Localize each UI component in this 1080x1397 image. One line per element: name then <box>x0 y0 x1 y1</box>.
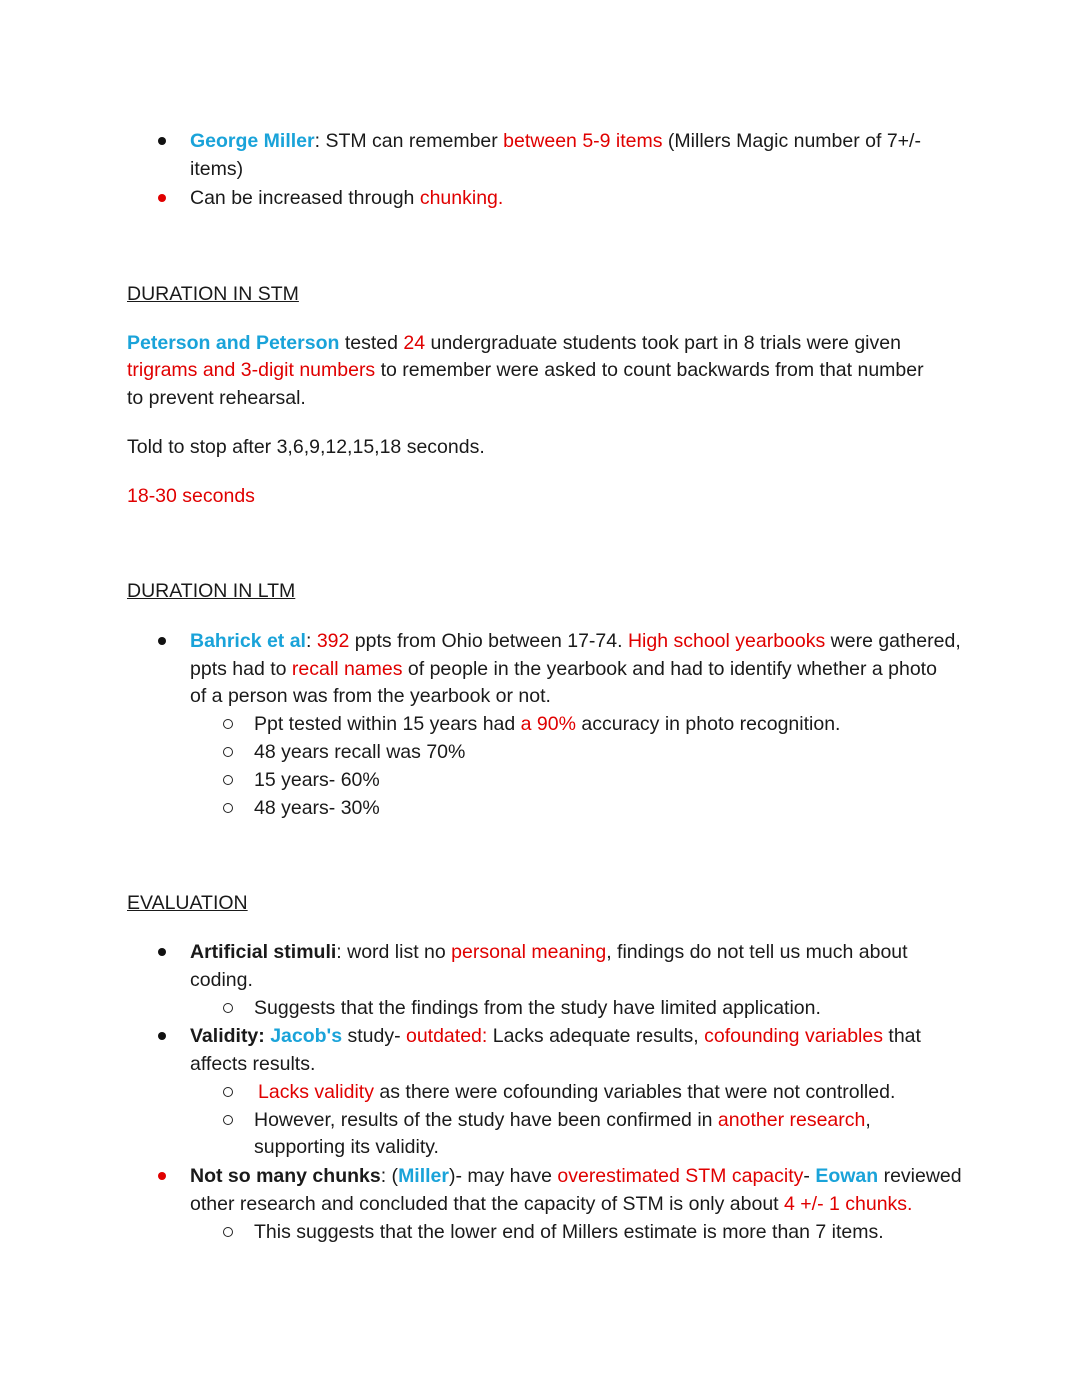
researcher-name: Peterson and Peterson <box>127 332 340 354</box>
highlight: trigrams and 3-digit numbers <box>127 359 376 381</box>
highlight: 24 <box>403 332 426 354</box>
highlight: outdated: <box>405 1025 488 1047</box>
researcher-name: Jacob's <box>270 1025 343 1047</box>
sub-bullet <box>254 710 840 738</box>
bold-term: Not so many chunks <box>190 1165 381 1187</box>
text: to remember were asked to count backwards from that number <box>375 359 924 381</box>
text: , findings do not tell us much about <box>606 941 908 963</box>
bold-term: Artificial stimuli <box>190 941 337 963</box>
highlight: 4 +/- 1 chunks. <box>784 1193 913 1215</box>
highlight: 392 <box>316 630 350 652</box>
sub-bullet-cont: supporting its validity. <box>254 1136 439 1158</box>
text: study- <box>342 1025 406 1047</box>
text: , <box>865 1109 871 1131</box>
highlight: recall names <box>291 658 403 680</box>
highlight: personal meaning <box>451 941 607 963</box>
text: undergraduate students took part in 8 trials were given <box>425 332 901 354</box>
validity-cont: affects results. <box>190 1053 316 1075</box>
bullet-icon <box>158 137 166 145</box>
sub-bullet: 48 years- 30% <box>254 797 380 819</box>
researcher-name: Eowan <box>815 1165 879 1187</box>
paragraph-line: to prevent rehearsal. <box>127 387 306 409</box>
text: of people in the yearbook and had to identify whether a photo <box>402 658 937 680</box>
researcher-name: George Miller <box>190 130 315 152</box>
bold-term: Validity: <box>190 1025 265 1047</box>
highlight: overestimated STM capacity <box>557 1165 804 1187</box>
chunks-bullet <box>190 1162 962 1190</box>
bullet-icon <box>158 1032 166 1040</box>
text: reviewed <box>878 1165 962 1187</box>
text: However, results of the study have been confirmed in <box>254 1109 718 1131</box>
text: Can be increased through <box>190 187 420 209</box>
text: Ppt tested within 15 years had <box>254 713 521 735</box>
circle-bullet-icon <box>223 747 233 757</box>
artificial-stimuli-bullet <box>190 938 908 966</box>
text: were gathered, <box>825 630 961 652</box>
bullet-icon <box>158 1172 166 1180</box>
text: : <box>305 630 317 652</box>
paragraph-told: Told to stop after 3,6,9,12,15,18 seconds. <box>127 436 485 458</box>
validity-bullet <box>190 1022 921 1050</box>
circle-bullet-icon <box>223 1003 233 1013</box>
text: as there were cofounding variables that were not controlled. <box>373 1081 896 1103</box>
sub-bullet: 15 years- 60% <box>254 769 380 791</box>
text: that <box>882 1025 921 1047</box>
circle-bullet-icon <box>223 775 233 785</box>
text: ppts from Ohio between 17-74. <box>349 630 628 652</box>
chunking-bullet <box>190 184 503 212</box>
bahrick-bullet-cont: of a person was from the yearbook or not. <box>190 685 551 707</box>
sub-bullet: 48 years recall was 70% <box>254 741 466 763</box>
heading-duration-stm: DURATION IN STM <box>127 283 299 305</box>
text: (Millers Magic number of 7+/- <box>662 130 921 152</box>
text: )- may have <box>449 1165 558 1187</box>
highlight: cofounding variables <box>704 1025 883 1047</box>
circle-bullet-icon <box>223 719 233 729</box>
text: - <box>803 1165 816 1187</box>
circle-bullet-icon <box>223 1115 233 1125</box>
miller-bullet <box>190 127 921 155</box>
text: other research and concluded that the capacity of STM is only about <box>190 1193 785 1215</box>
circle-bullet-icon <box>223 803 233 813</box>
bahrick-bullet-cont <box>190 655 937 683</box>
paragraph-line <box>127 329 901 357</box>
text: : STM can remember <box>314 130 504 152</box>
sub-bullet: Suggests that the findings from the study have limited application. <box>254 997 821 1019</box>
sub-bullet <box>258 1078 895 1106</box>
bullet-icon <box>158 194 166 202</box>
highlight: another research <box>717 1109 866 1131</box>
researcher-name: Bahrick et al <box>190 630 306 652</box>
text: ppts had to <box>190 658 292 680</box>
bullet-icon <box>158 637 166 645</box>
bullet-icon <box>158 948 166 956</box>
heading-duration-ltm: DURATION IN LTM <box>127 580 296 602</box>
highlight: between 5-9 items <box>503 130 663 152</box>
text: : ( <box>380 1165 399 1187</box>
circle-bullet-icon <box>223 1227 233 1237</box>
heading-evaluation: EVALUATION <box>127 892 248 914</box>
stm-duration-result: 18-30 seconds <box>127 485 255 507</box>
text: : word list no <box>336 941 452 963</box>
miller-bullet-cont: items) <box>190 158 244 180</box>
text: Lacks adequate results, <box>487 1025 705 1047</box>
bahrick-bullet <box>190 627 961 655</box>
sub-bullet: This suggests that the lower end of Millers estimate is more than 7 items. <box>254 1221 884 1243</box>
researcher-name: Miller <box>398 1165 449 1187</box>
highlight: High school yearbooks <box>627 630 826 652</box>
highlight: a 90% <box>520 713 576 735</box>
circle-bullet-icon <box>223 1087 233 1097</box>
highlight: chunking. <box>419 187 504 209</box>
paragraph-line <box>127 356 924 384</box>
text: tested <box>339 332 404 354</box>
sub-bullet <box>254 1106 871 1134</box>
chunks-cont <box>190 1190 912 1218</box>
text: accuracy in photo recognition. <box>575 713 841 735</box>
highlight: Lacks validity <box>258 1081 374 1103</box>
artificial-stimuli-cont: coding. <box>190 969 253 991</box>
